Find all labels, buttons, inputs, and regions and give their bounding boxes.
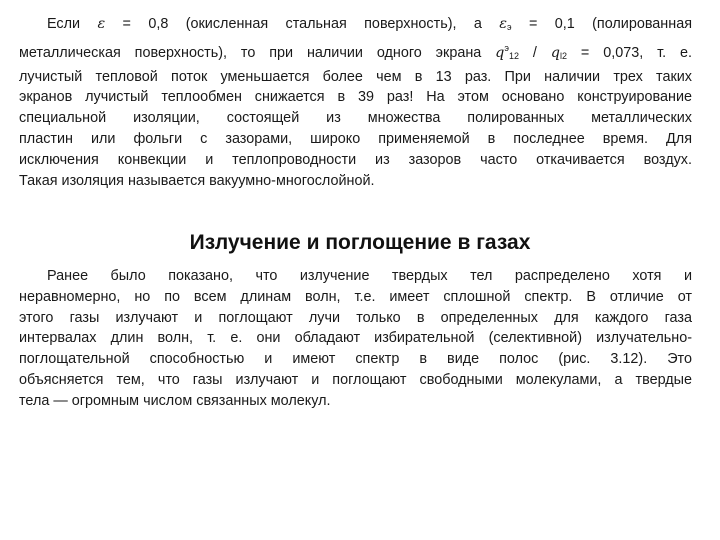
paragraph-line: лучистый тепловой поток уменьшается более чем в 13 раз. При наличии трех таких — [19, 68, 692, 85]
paragraph-line: этого газы излучают и поглощают лучи только в определенных для каждого газа — [19, 309, 692, 326]
paragraph-gas-radiation — [19, 266, 692, 412]
paragraph-line: металлическая поверхность), то при наличии одного экрана $q^э_{12} / q_{l2} = 0,073$, т. е. — [19, 42, 692, 61]
paragraph-line: Если ε = 0,8 (окисленная стальная поверхность), а $\varepsilon_э = 0,1$ (полированная — [47, 16, 692, 32]
paragraph-line: специальной изоляции, состоящей из множества полированных металлических — [19, 110, 692, 127]
section-heading: Излучение и поглощение в газах — [189, 231, 531, 254]
paragraph-line: пластин или фольги с зазорами, широко применяемой в последнее время. Для — [19, 130, 692, 147]
paragraph-line: экранов лучистый теплообмен снижается в 39 раз! На этом основано конструирование — [19, 89, 692, 106]
paragraph-line: интервалах длин волн, т. е. они обладают избирательной (селективной) излучательно- — [19, 330, 692, 347]
paragraph-line: объясняется тем, что газы излучают и поглощают свободными молекулами, а твердые — [19, 371, 692, 388]
paragraph-shielding — [19, 14, 692, 191]
paragraph-line: Ранее было показано, что излучение твердых тел распределено хотя и — [47, 268, 692, 284]
paragraph-line: Такая изоляция называется вакуумно-многослойной. — [19, 172, 375, 189]
paragraph-line: тела — огромным числом связанных молекул. — [19, 392, 331, 409]
paragraph-line: неравномерно, но по всем длинам волн, т.е. имеет сплошной спектр. В отличие от — [19, 288, 692, 305]
paragraph-line: исключения конвекции и теплопроводности из зазоров часто откачивается воздух. — [19, 151, 692, 168]
paragraph-line: поглощательной способностью и имеют спектр в виде полос (рис. 3.12). Это — [19, 351, 692, 368]
